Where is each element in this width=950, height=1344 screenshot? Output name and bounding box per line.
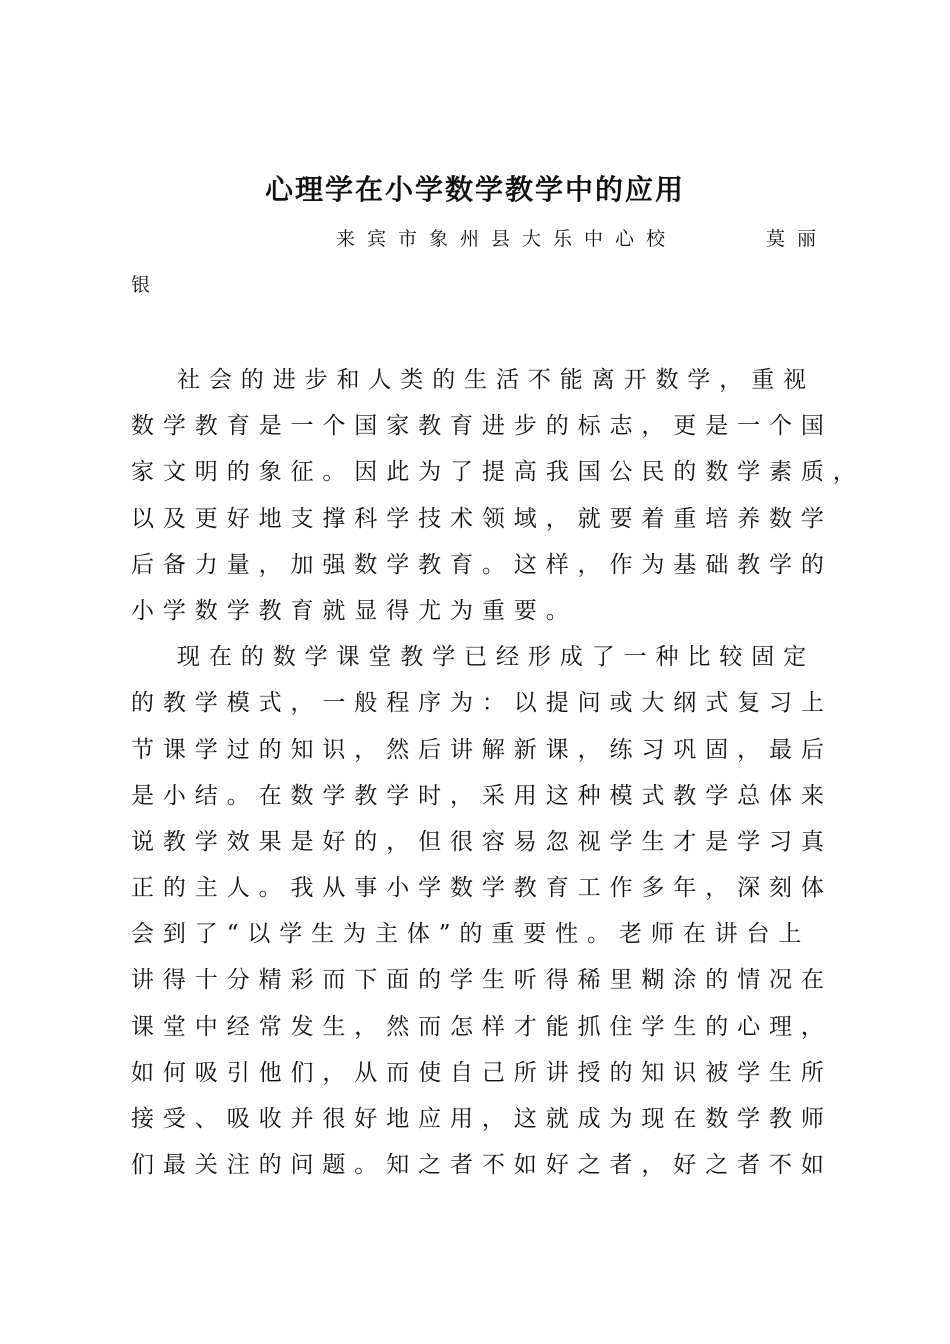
paragraph-line: 如何吸引他们，从而使自己所讲授的知识被学生所 [131, 1059, 833, 1086]
author-name: 莫丽 [766, 228, 829, 250]
paragraph-line: 课堂中经常发生，然而怎样才能抓住学生的心理， [131, 1013, 833, 1040]
paragraph-line: 后备力量，加强数学教育。这样，作为基础教学的 [131, 551, 833, 578]
paragraph-line: 接受、吸收并很好地应用，这就成为现在数学教师 [131, 1106, 833, 1132]
paragraph-line: 正的主人。我从事小学数学教育工作多年，深刻体 [131, 875, 833, 902]
article-body [131, 357, 865, 1188]
paragraph-line: 数学教育是一个国家教育进步的标志，更是一个国 [131, 413, 833, 440]
page-title: 心理学在小学数学教学中的应用 [264, 173, 685, 206]
paragraph-line: 社会的进步和人类的生活不能离开数学，重视 [177, 367, 815, 393]
paragraph-line: 现在的数学课堂教学已经形成了一种比较固定 [177, 644, 815, 671]
paragraph-line: 会到了“以学生为主体”的重要性。老师在讲台上 [131, 921, 811, 948]
paragraph-line: 们最关注的问题。知之者不如好之者，好之者不如 [131, 1152, 833, 1179]
paragraph-line: 家文明的象征。因此为了提高我国公民的数学素质， [131, 459, 865, 486]
paragraph-line: 节课学过的知识，然后讲解新课，练习巩固，最后 [131, 736, 833, 763]
author-name-continued: 银 [131, 274, 151, 296]
paragraph-line: 小学数学教育就显得尤为重要。 [131, 597, 578, 624]
author-school: 来宾市象州县大乐中心校 [336, 228, 678, 250]
paragraph-line: 以及更好地支撑科学技术领域，就要着重培养数学 [131, 505, 833, 532]
paragraph-line: 是小结。在数学教学时，采用这种模式教学总体来 [131, 782, 833, 809]
paragraph-line: 的教学模式，一般程序为：以提问或大纲式复习上 [131, 690, 833, 717]
paragraph-line: 说教学效果是好的，但很容易忽视学生才是学习真 [131, 828, 833, 855]
paragraph-line: 讲得十分精彩而下面的学生听得稀里糊涂的情况在 [131, 967, 833, 994]
